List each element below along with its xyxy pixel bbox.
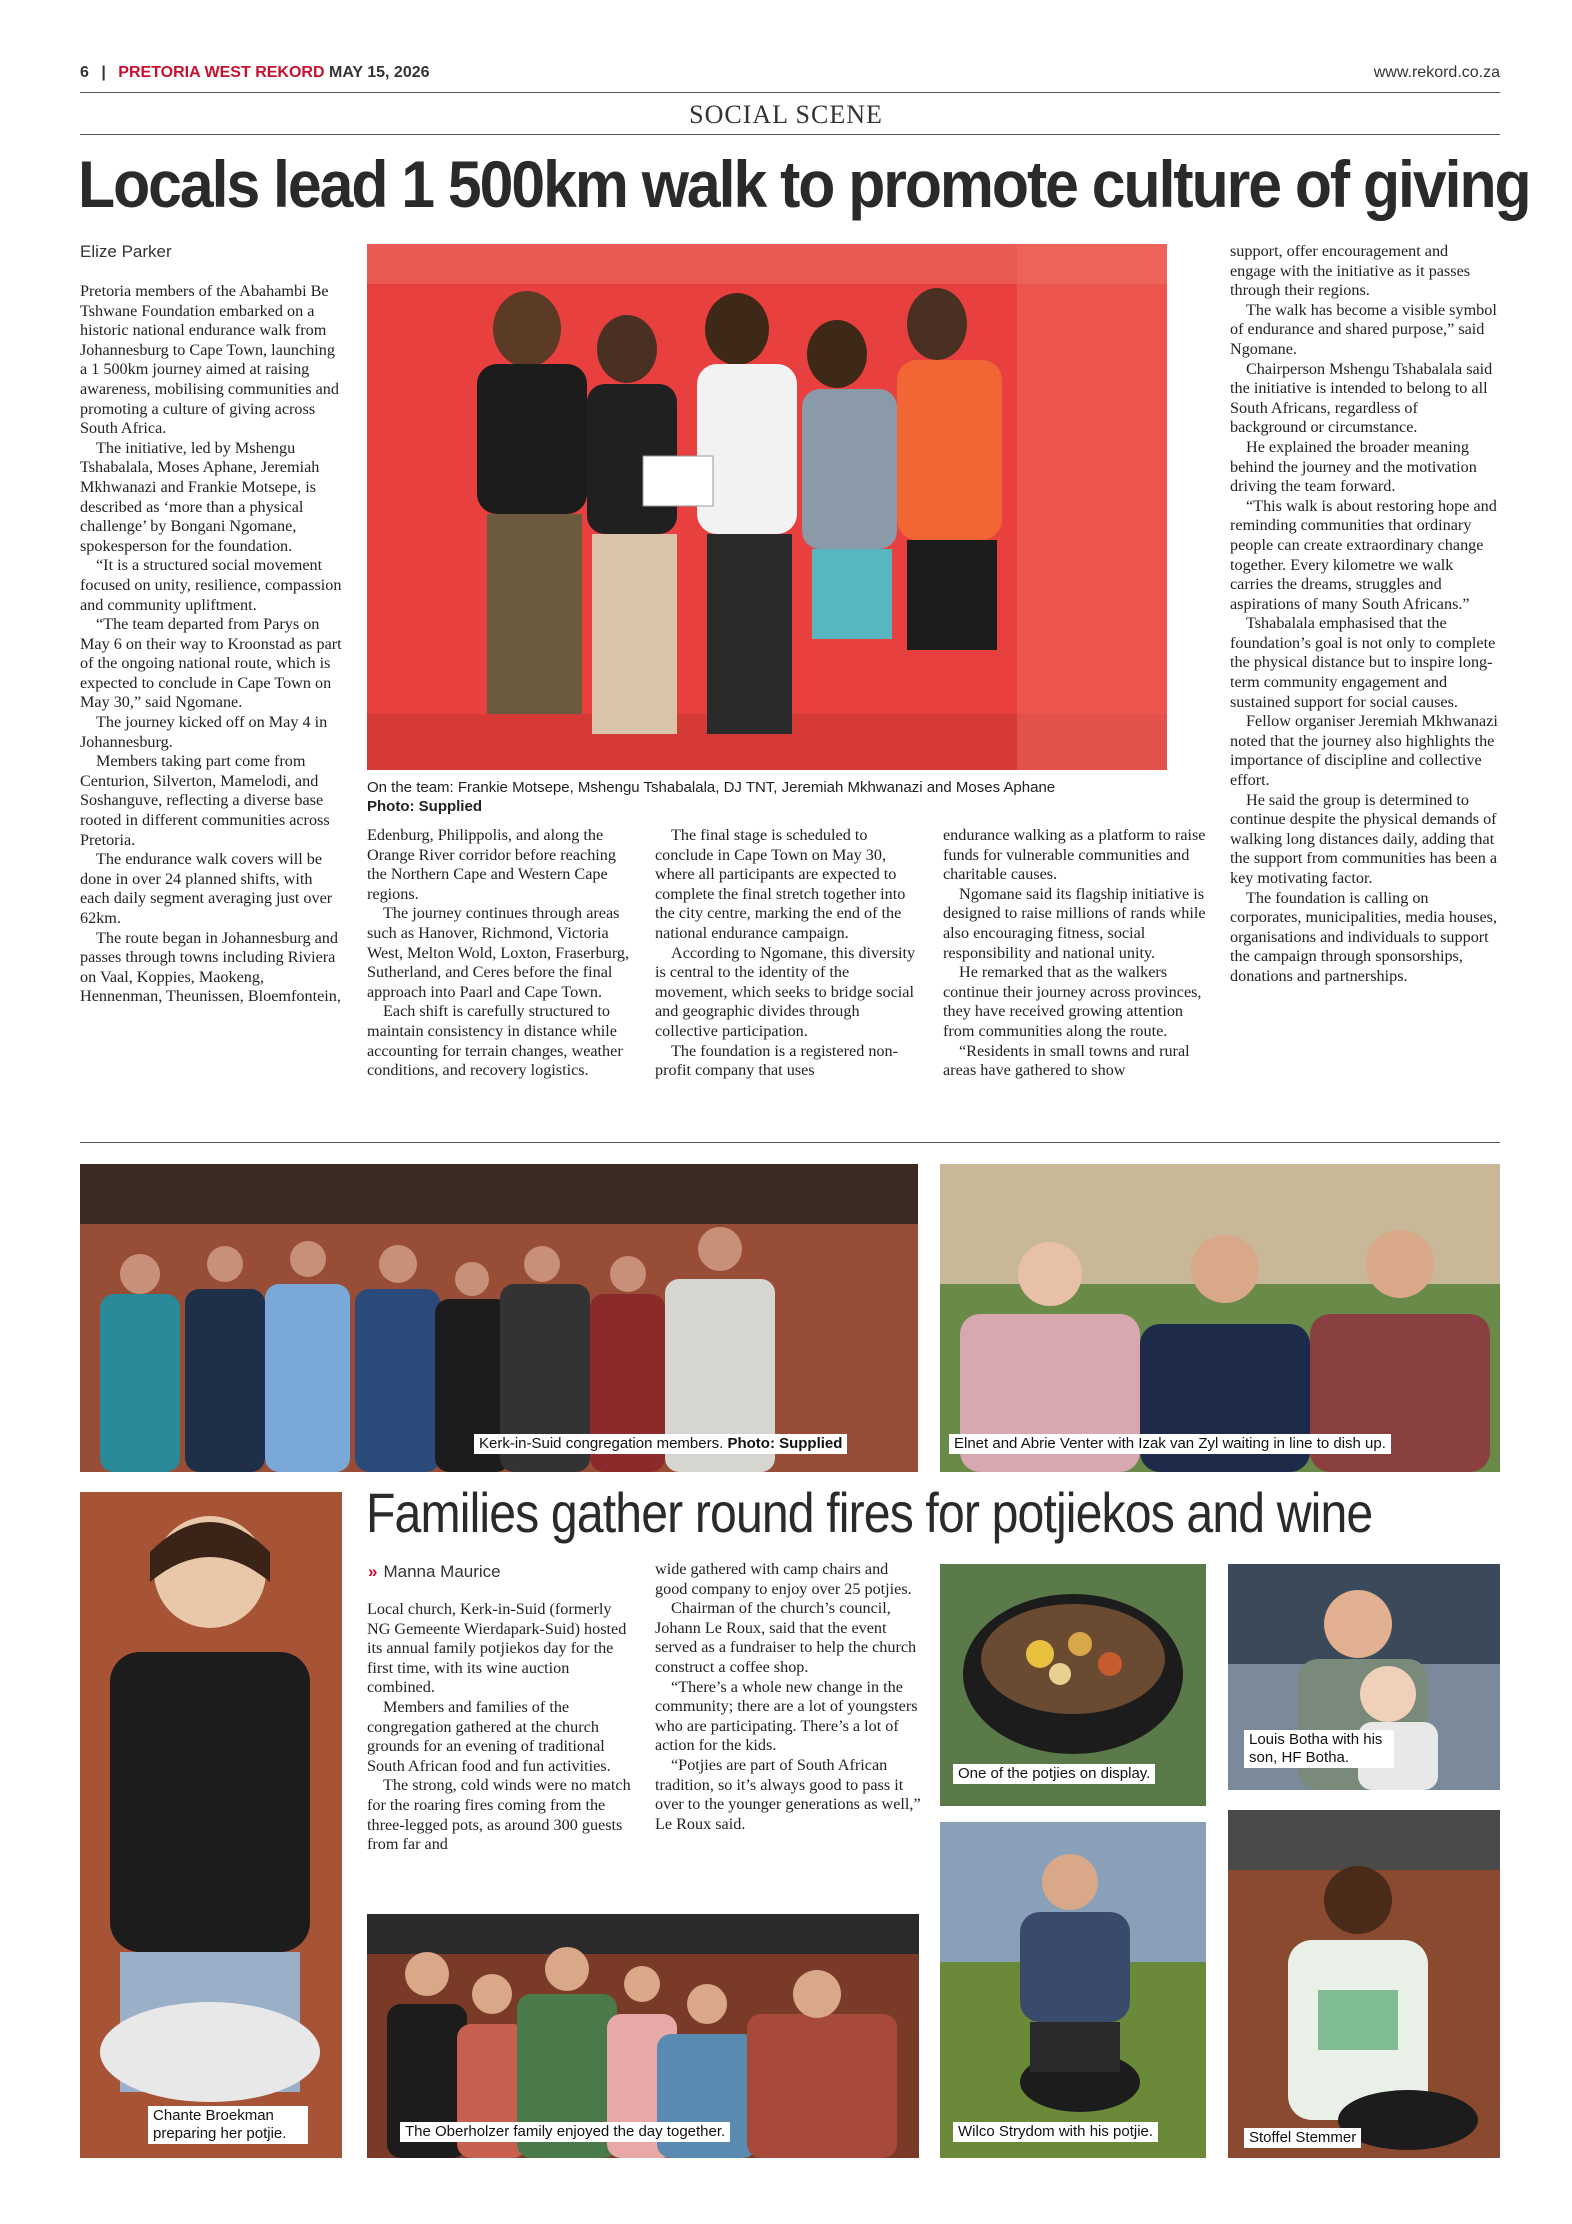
paragraph: Members and families of the congregation gathered at the church grounds for an evening of traditional South African food and fun activities. xyxy=(367,1697,611,1775)
page-header xyxy=(80,64,430,82)
page-number: 6 xyxy=(80,64,89,81)
paragraph: The walk has become a visible symbol of endurance and shared purpose,” said Ngomane. xyxy=(1230,300,1497,358)
paragraph: Each shift is carefully structured to maintain consistency in distance while accounting for terrain changes, weather conditions, and recovery logistics. xyxy=(367,1002,623,1080)
paragraph: Pretoria members of the Abahambi Be Tshwane Foundation embarked on a historic national endurance walk from Johannesburg to Cape Town, launching a 1 500km journey aimed at raising awareness, mobilising communities and promoting a culture of giving across South Africa. xyxy=(80,282,339,438)
byline-arrow-icon: » xyxy=(368,1562,378,1581)
paragraph: The foundation is a registered non-profit company that uses xyxy=(655,1041,899,1080)
congregation-photo xyxy=(80,1164,918,1472)
website-link[interactable]: www.rekord.co.za xyxy=(1373,64,1500,81)
story-divider xyxy=(80,1142,1500,1143)
caption-text: On the team: Frankie Motsepe, Mshengu Tshabalala, DJ TNT, Jeremiah Mkhwanazi and Moses Aphane xyxy=(367,779,1056,796)
story1-column-2 xyxy=(367,826,633,1081)
congregation-caption xyxy=(474,1434,847,1454)
wilco-caption: Wilco Strydom with his potjie. xyxy=(953,2122,1158,2142)
paragraph: “There’s a whole new change in the community; there are a lot of youngsters who are participating. There’s a lot of action for the kids. xyxy=(655,1677,918,1755)
paragraph: According to Ngomane, this diversity is central to the identity of the movement, which seeks to bridge social and geographic divides through collective participation. xyxy=(655,943,916,1040)
story1-column-1 xyxy=(80,282,346,1007)
paragraph: Chairman of the church’s council, Johann Le Roux, said that the event served as a fundraiser to help the church construct a coffee shop. xyxy=(655,1599,917,1676)
main-photo-caption xyxy=(367,778,1167,816)
paragraph: “This walk is about restoring hope and reminding communities that ordinary people can create extraordinary change together. Every kilometre we walk carries the dreams, struggles and aspirations of many South Africans.” xyxy=(1230,496,1497,613)
stoffel-photo xyxy=(1228,1810,1500,2158)
story1-headline: Locals lead 1 500km walk to promote culture of giving xyxy=(78,147,1530,221)
story1-byline: Elize Parker xyxy=(80,242,172,261)
header-rule xyxy=(80,92,1500,93)
paragraph: The strong, cold winds were no match for the roaring fires coming from the three-legged pots, as around 300 guests from far and xyxy=(367,1776,631,1854)
paragraph: “Residents in small towns and rural areas have gathered to show xyxy=(943,1041,1190,1080)
paragraph: Local church, Kerk-in-Suid (formerly NG Gemeente Wierdapark-Suid) hosted its annual family potjiekos day for the first time, with its wine auction combined. xyxy=(367,1600,627,1697)
louis-botha-caption: Louis Botha with his son, HF Botha. xyxy=(1244,1730,1394,1768)
paragraph: The journey kicked off on May 4 in Johannesburg. xyxy=(80,713,328,751)
story1-column-3 xyxy=(655,826,921,1081)
photo-credit: Photo: Supplied xyxy=(367,798,482,815)
paragraph: He said the group is determined to continue despite the physical demands of walking long distances daily, adding that the support from communities has been a key motivating factor. xyxy=(1230,790,1498,887)
paragraph: He explained the broader meaning behind the journey and the motivation driving the team forward. xyxy=(1230,437,1477,496)
story2-headline: Families gather round fires for potjiekos and wine xyxy=(366,1481,1373,1544)
paragraph: The final stage is scheduled to conclude in Cape Town on May 30, where all participants are expected to complete the final stretch together into the city centre, marking the end of the national endurance campaign. xyxy=(655,826,906,942)
paragraph: The foundation is calling on corporates, municipalities, media houses, organisations and individuals to support the campaign through sponsorships, donations and partnerships. xyxy=(1230,888,1498,985)
publication-name: PRETORIA WEST REKORD xyxy=(118,64,325,81)
oberholzer-caption: The Oberholzer family enjoyed the day together. xyxy=(400,2122,730,2142)
venter-photo xyxy=(940,1164,1500,1472)
paragraph: “Potjies are part of South African tradition, so it’s always good to pass it over to the younger generations as well,” Le Roux said. xyxy=(655,1755,921,1833)
byline-author: Manna Maurice xyxy=(383,1562,501,1581)
paragraph: “It is a structured social movement focused on unity, resilience, compassion and community upliftment. xyxy=(80,556,342,614)
paragraph: endurance walking as a platform to raise funds for vulnerable communities and charitable causes. xyxy=(943,826,1206,884)
section-rule xyxy=(80,134,1500,135)
caption-text: Kerk-in-Suid congregation members. xyxy=(479,1435,724,1452)
walkers-team-photo xyxy=(367,244,1167,770)
chante-caption: Chante Broekman preparing her potjie. xyxy=(148,2106,308,2144)
photo-credit: Photo: Supplied xyxy=(727,1435,843,1452)
paragraph: The initiative, led by Mshengu Tshabalala, Moses Aphane, Jeremiah Mkhwanazi and Frankie Motsepe, is described as ‘more than a physical challenge’ by Bongani Ngomane, spokesperson for the foundation. xyxy=(80,438,320,555)
stoffel-caption: Stoffel Stemmer xyxy=(1244,2128,1361,2148)
story1-column-4 xyxy=(943,826,1209,1081)
paragraph: Tshabalala emphasised that the foundation’s goal is not only to complete the physical distance but to inspire long-term community engagement and sustained support for social causes. xyxy=(1230,614,1496,711)
story2-column-2 xyxy=(655,1560,923,1834)
paragraph: Chairperson Mshengu Tshabalala said the initiative is intended to belong to all South Africans, regardless of background or circumstance. xyxy=(1230,359,1493,437)
potjie-caption: One of the potjies on display. xyxy=(953,1764,1155,1784)
paragraph: Fellow organiser Jeremiah Mkhwanazi noted that the journey also highlights the importance of discipline and collective effort. xyxy=(1230,712,1498,790)
paragraph: The route began in Johannesburg and passes through towns including Riviera on Vaal, Koppies, Maokeng, Hennenman, Theunissen, Bloemfontein, xyxy=(80,928,341,1006)
venter-caption: Elnet and Abrie Venter with Izak van Zyl waiting in line to dish up. xyxy=(949,1434,1391,1454)
wilco-photo xyxy=(940,1822,1206,2158)
paragraph: Edenburg, Philippolis, and along the Orange River corridor before reaching the Northern Cape and Western Cape regions. xyxy=(367,826,616,903)
story2-column-1 xyxy=(367,1600,633,1855)
paragraph: The journey continues through areas such as Hanover, Richmond, Victoria West, Melton Wold, Loxton, Fraserburg, Sutherland, and Ceres before the final approach into Paarl and Cape Town. xyxy=(367,904,630,1001)
story2-byline xyxy=(368,1562,501,1582)
paragraph: support, offer encouragement and engage with the initiative as it passes through their regions. xyxy=(1230,242,1471,300)
paragraph: “The team departed from Parys on May 6 on their way to Kroonstad as part of the ongoing national route, which is expected to conclude in Cape Town on May 30,” said Ngomane. xyxy=(80,615,342,712)
header-separator: | xyxy=(101,64,106,81)
paragraph: Ngomane said its flagship initiative is designed to raise millions of rands while also encouraging fitness, social responsibility and national unity. xyxy=(943,884,1206,962)
paragraph: Members taking part come from Centurion, Silverton, Mamelodi, and Soshanguve, reflecting a diverse base rooted in different communities across Pretoria. xyxy=(80,752,330,849)
publication-date: MAY 15, 2026 xyxy=(328,64,430,81)
paragraph: The endurance walk covers will be done in over 24 planned shifts, with each daily segment averaging just over 62km. xyxy=(80,850,333,927)
paragraph: wide gathered with camp chairs and good company to enjoy over 25 potjies. xyxy=(655,1560,912,1598)
section-label: SOCIAL SCENE xyxy=(689,100,883,129)
story1-column-5 xyxy=(1230,242,1498,987)
paragraph: He remarked that as the walkers continue their journey across provinces, they have received growing attention from communities along the route. xyxy=(943,963,1202,1040)
chante-photo xyxy=(80,1492,342,2158)
